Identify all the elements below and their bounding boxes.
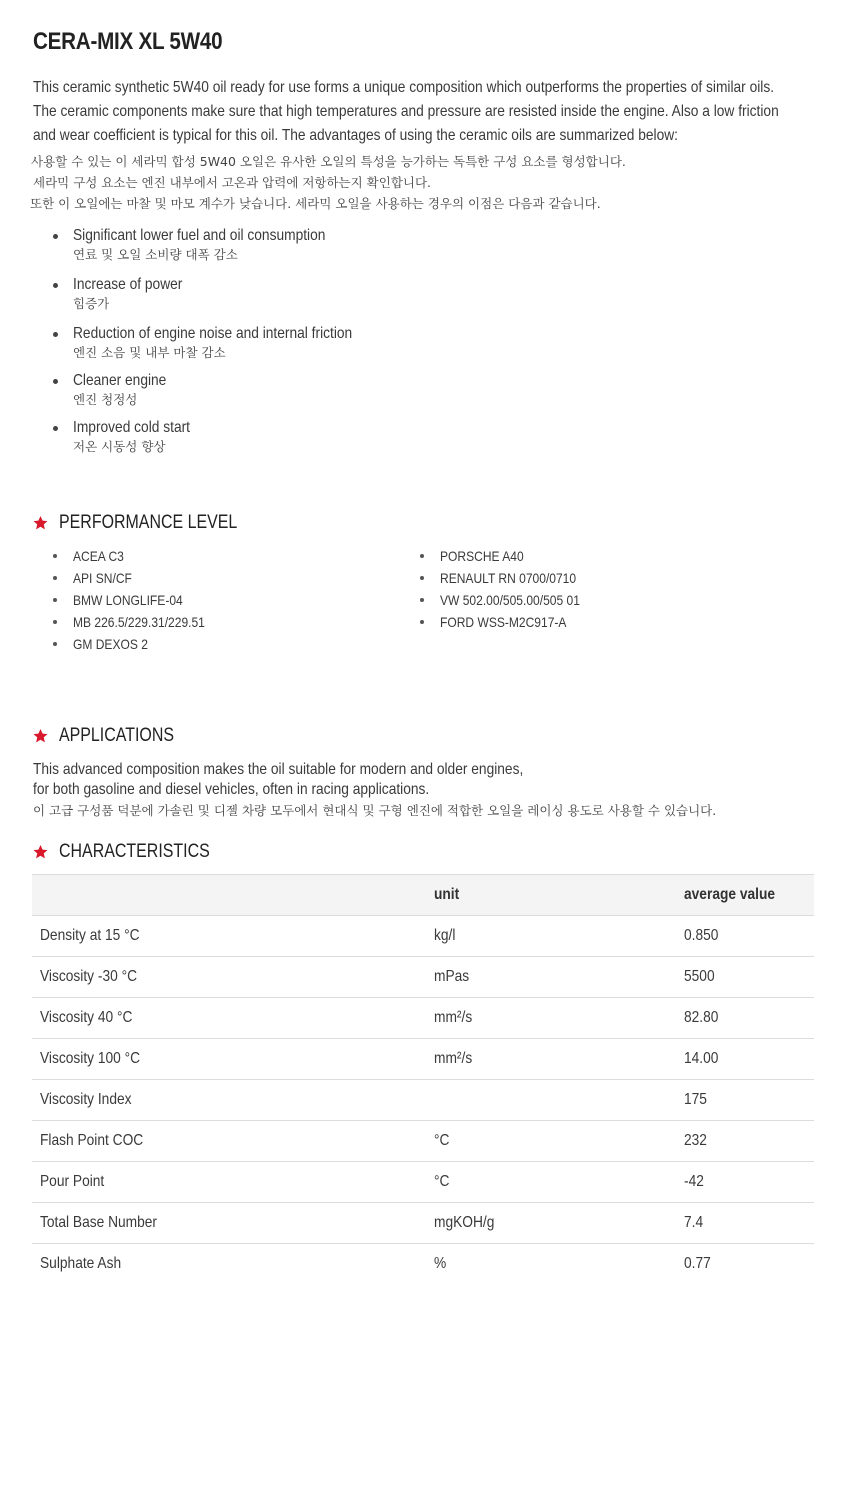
table-row <box>32 957 814 998</box>
performance-column-1 <box>53 545 226 655</box>
list-item <box>53 371 398 418</box>
column-header-average-value: average value <box>684 886 776 903</box>
list-item: GM DEXOS 2 <box>53 633 226 655</box>
column-header <box>32 875 434 916</box>
table-row <box>32 1244 814 1285</box>
star-icon <box>32 728 49 744</box>
applications-heading <box>32 724 196 748</box>
value-cell: 82.80 <box>684 1009 719 1026</box>
table-row <box>32 1039 814 1080</box>
table-row <box>32 1121 814 1162</box>
unit-cell: °C <box>434 1173 450 1190</box>
value-cell: -42 <box>684 1173 704 1190</box>
table-header-row <box>32 875 814 916</box>
unit-cell: mgKOH/g <box>434 1214 495 1231</box>
table-row <box>32 998 814 1039</box>
unit-cell: mm²/s <box>434 1050 473 1067</box>
section-title: PERFORMANCE LEVEL <box>59 512 238 533</box>
value-cell: 5500 <box>684 968 715 985</box>
table-row <box>32 1203 814 1244</box>
list-item: VW 502.00/505.00/505 01 <box>420 589 603 611</box>
benefit-en: Significant lower fuel and oil consumption <box>73 227 326 244</box>
benefit-ko: 연료 및 오일 소비량 대폭 감소 <box>73 247 238 262</box>
property-cell: Viscosity -30 °C <box>40 968 138 985</box>
benefit-en: Cleaner engine <box>73 372 167 389</box>
list-item <box>53 418 398 467</box>
list-item: ACEA C3 <box>53 545 226 567</box>
property-cell: Sulphate Ash <box>40 1255 122 1273</box>
value-cell: 7.4 <box>684 1214 704 1231</box>
applications-text <box>33 760 833 822</box>
table-row <box>32 1162 814 1203</box>
star-icon <box>32 844 49 860</box>
product-title: CERA-MIX XL 5W40 <box>33 28 223 55</box>
performance-column-2 <box>420 545 603 633</box>
applications-en-line: This advanced composition makes the oil suitable for modern and older engines, <box>33 761 524 778</box>
unit-cell: % <box>434 1255 447 1273</box>
section-title: CHARACTERISTICS <box>59 841 210 862</box>
benefits-list <box>53 226 398 467</box>
benefit-en: Reduction of engine noise and internal friction <box>73 325 353 342</box>
benefit-ko: 엔진 청정성 <box>73 392 138 407</box>
applications-ko-line: 이 고급 구성품 덕분에 가솔린 및 디젤 차량 모두에서 현대식 및 구형 엔진에 적합한 오일을 레이싱 용도로 사용할 수 있습니다. <box>33 803 717 818</box>
unit-cell: mm²/s <box>434 1009 473 1026</box>
unit-cell <box>434 1080 684 1121</box>
list-item: API SN/CF <box>53 567 226 589</box>
unit-cell: kg/l <box>434 927 456 944</box>
benefit-ko: 저온 시동성 향상 <box>73 439 166 454</box>
value-cell: 175 <box>684 1091 707 1108</box>
property-cell: Viscosity Index <box>40 1091 132 1108</box>
value-cell: 14.00 <box>684 1050 719 1067</box>
intro-text <box>30 76 850 214</box>
characteristics-heading <box>32 840 238 864</box>
value-cell: 232 <box>684 1132 707 1149</box>
performance-heading <box>32 511 271 535</box>
intro-ko-line: 또한 이 오일에는 마찰 및 마모 계수가 낮습니다. 세라믹 오일을 사용하는 경우의 이점은 다음과 같습니다. <box>30 196 601 211</box>
intro-en-line: This ceramic synthetic 5W40 oil ready for use forms a unique composition which outperforms the properties of similar oils. <box>33 79 775 96</box>
intro-ko-line: 사용할 수 있는 이 세라믹 합성 5W40 오일은 유사한 오일의 특성을 능가하는 독특한 구성 요소를 형성합니다. <box>31 154 626 169</box>
column-header-unit: unit <box>434 886 460 903</box>
benefit-en: Improved cold start <box>73 419 191 436</box>
unit-cell: mPas <box>434 968 470 985</box>
property-cell: Total Base Number <box>40 1214 158 1231</box>
table-row <box>32 916 814 957</box>
list-item <box>53 324 398 371</box>
benefit-en: Increase of power <box>73 276 183 293</box>
list-item <box>53 275 398 324</box>
intro-ko-line: 세라믹 구성 요소는 엔진 내부에서 고온과 압력에 저항하는지 확인합니다. <box>33 175 432 190</box>
applications-en-line: for both gasoline and diesel vehicles, often in racing applications. <box>33 781 430 798</box>
property-cell: Density at 15 °C <box>40 927 140 944</box>
table-row <box>32 1080 814 1121</box>
value-cell: 0.77 <box>684 1255 711 1273</box>
characteristics-table <box>32 874 814 1285</box>
list-item: FORD WSS-M2C917-A <box>420 611 603 633</box>
property-cell: Viscosity 100 °C <box>40 1050 141 1067</box>
list-item: BMW LONGLIFE-04 <box>53 589 226 611</box>
list-item: PORSCHE A40 <box>420 545 603 567</box>
benefit-ko: 힘증가 <box>73 296 110 311</box>
list-item <box>53 226 398 275</box>
property-cell: Flash Point COC <box>40 1132 144 1149</box>
list-item: MB 226.5/229.31/229.51 <box>53 611 226 633</box>
benefit-ko: 엔진 소음 및 내부 마찰 감소 <box>73 345 226 360</box>
property-cell: Pour Point <box>40 1173 105 1190</box>
intro-en-line: and wear coefficient is typical for this oil. The advantages of using the ceramic oils are summarized below: <box>33 127 678 144</box>
property-cell: Viscosity 40 °C <box>40 1009 133 1026</box>
unit-cell: °C <box>434 1132 450 1149</box>
section-title: APPLICATIONS <box>59 725 175 746</box>
star-icon <box>32 515 49 531</box>
list-item: RENAULT RN 0700/0710 <box>420 567 603 589</box>
value-cell: 0.850 <box>684 927 719 944</box>
intro-en-line: The ceramic components make sure that high temperatures and pressure are resisted inside the engine. Also a low friction <box>33 103 779 120</box>
